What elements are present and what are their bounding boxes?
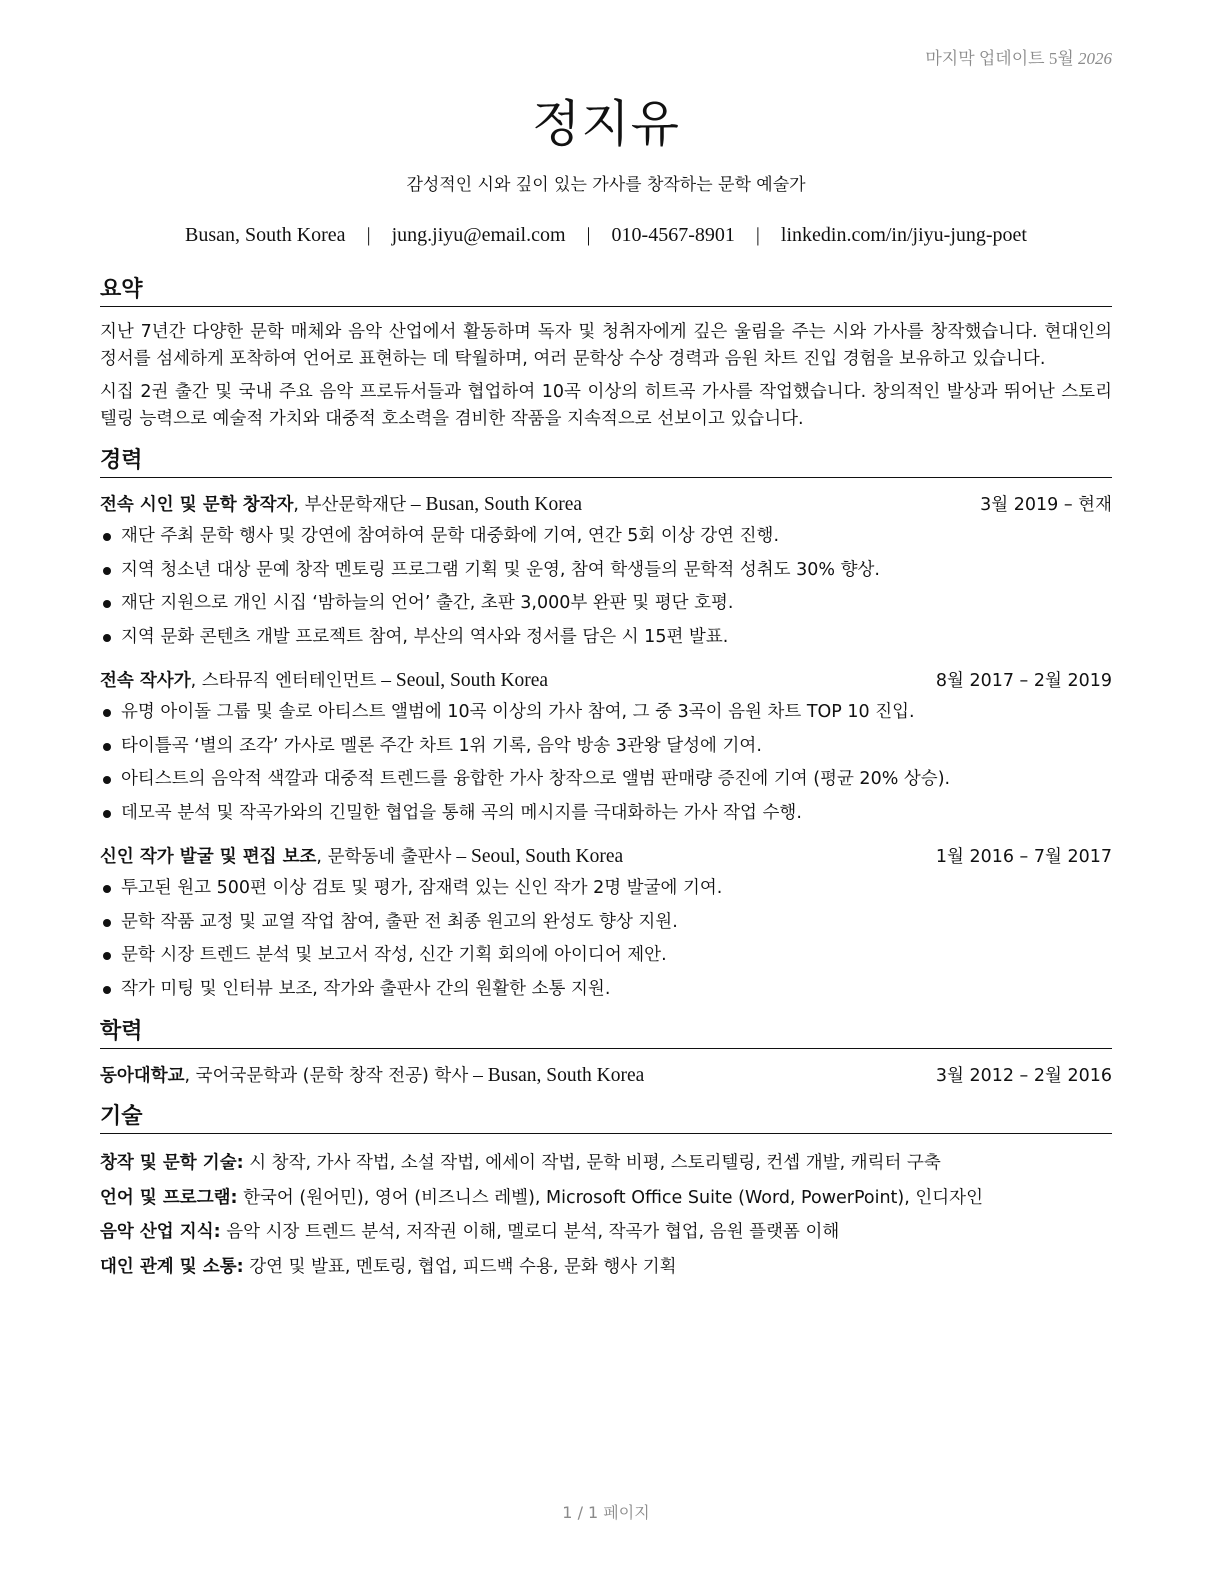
job-location: Seoul, South Korea xyxy=(395,670,549,691)
summary-section xyxy=(100,276,1112,447)
bullet-item xyxy=(100,973,1112,1007)
bullet-text: 지역 문화 콘텐츠 개발 프로젝트 참여, 부산의 역사와 정서를 담은 시 15편 발표. xyxy=(121,626,729,647)
resume-content xyxy=(100,276,1112,1284)
skills-value: 한국어 (원어민), 영어 (비즈니스 레벨), Microsoft Office Suite (Word, PowerPoint), 인디자인 xyxy=(243,1187,983,1208)
candidate-name: 정지유 xyxy=(532,95,680,153)
skills-label: 대인 관계 및 소통: xyxy=(100,1256,244,1277)
job-bullets xyxy=(100,696,1112,830)
bullet-item xyxy=(100,763,1112,797)
skills-value: 강연 및 발표, 멘토링, 협업, 피드백 수용, 문화 행사 기획 xyxy=(249,1256,677,1277)
bullet-dot-icon xyxy=(103,919,111,927)
bullet-item xyxy=(100,554,1112,588)
contact-line xyxy=(100,224,1112,247)
bullet-dot-icon xyxy=(103,986,111,994)
bullet-text: 데모곡 분석 및 작곡가와의 긴밀한 협업을 통해 곡의 메시지를 극대화하는 가사 작업 수행. xyxy=(121,802,802,823)
bullet-text: 투고된 원고 500편 이상 검토 및 평가, 잠재력 있는 신인 작가 2명 발굴에 기여. xyxy=(121,878,723,898)
experience-heading: 경력 xyxy=(100,447,1112,478)
bullet-dot-icon xyxy=(103,776,111,784)
skills-section xyxy=(100,1103,1112,1284)
last-updated-label: 마지막 업데이트 5월 xyxy=(925,49,1074,68)
bullet-item xyxy=(100,696,1112,730)
education-heading: 학력 xyxy=(100,1018,1112,1049)
job-dates: 1월 2016 – 7월 2017 xyxy=(935,847,1112,867)
education-school: 동아대학교 xyxy=(100,1066,185,1086)
bullet-text: 재단 지원으로 개인 시집 ‘밤하늘의 언어’ 출간, 초판 3,000부 완판 및 평단 호평. xyxy=(121,593,734,613)
last-updated-year: 2026 xyxy=(1078,49,1112,68)
job-location: Seoul, South Korea xyxy=(470,846,624,867)
bullet-dot-icon xyxy=(103,743,111,751)
contact-separator: | xyxy=(755,224,760,246)
bullet-text: 작가 미팅 및 인터뷰 보조, 작가와 출판사 간의 원활한 소통 지원. xyxy=(121,978,611,999)
bullet-dot-icon xyxy=(103,533,111,541)
skills-row xyxy=(100,1250,1112,1285)
contact-separator: | xyxy=(586,224,591,246)
job-header: 전속 시인 및 문학 창작자, 부산문학재단 – Busan, South Korea 3월 2019 – 현재 xyxy=(100,490,1112,520)
job-org: 문학동네 출판사 xyxy=(327,847,452,867)
bullet-text: 타이틀곡 ‘별의 조각’ 가사로 멜론 주간 차트 1위 기록, 음악 방송 3관왕 달성에 기여. xyxy=(121,735,762,756)
job-entry xyxy=(100,842,1112,1006)
bullet-dot-icon xyxy=(103,885,111,893)
summary-heading: 요약 xyxy=(100,276,1112,307)
skills-value: 음악 시장 트렌드 분석, 저작권 이해, 멜로디 분석, 작곡가 협업, 음원 플랫폼 이해 xyxy=(226,1222,840,1242)
skills-label: 음악 산업 지식: xyxy=(100,1222,221,1242)
education-section xyxy=(100,1018,1112,1103)
job-org: 스타뮤직 엔터테인먼트 xyxy=(201,671,377,691)
job-role: 전속 작사가 xyxy=(100,671,191,691)
skills-row xyxy=(100,1181,1112,1216)
bullet-item xyxy=(100,797,1112,831)
education-dates: 3월 2012 – 2월 2016 xyxy=(935,1066,1112,1086)
bullet-item xyxy=(100,520,1112,554)
skills-row xyxy=(100,1146,1112,1181)
last-updated xyxy=(925,44,1112,69)
skills-label: 언어 및 프로그램: xyxy=(100,1187,238,1208)
bullet-text: 아티스트의 음악적 색깔과 대중적 트렌드를 융합한 가사 창작으로 앨범 판매량 증진에 기여 (평균 20% 상승). xyxy=(121,769,951,789)
resume-page xyxy=(100,0,1112,1584)
job-dates: 3월 2019 – 현재 xyxy=(980,495,1112,515)
contact-linkedin[interactable]: linkedin.com/in/jiyu-jung-poet xyxy=(780,224,1027,246)
skills-value: 시 창작, 가사 작법, 소설 작법, 에세이 작법, 문학 비평, 스토리텔링, 컨셉 개발, 캐릭터 구축 xyxy=(249,1153,941,1173)
bullet-text: 유명 아이돌 그룹 및 솔로 아티스트 앨범에 10곡 이상의 가사 참여, 그 중 3곡이 음원 차트 TOP 10 진입. xyxy=(121,702,915,722)
job-location: Busan, South Korea xyxy=(425,494,583,515)
summary-paragraph: 지난 7년간 다양한 문학 매체와 음악 산업에서 활동하며 독자 및 청취자에게 깊은 울림을 주는 시와 가사를 창작했습니다. 현대인의 정서를 섬세하게 포착하여 언어로 표현하는 데 탁월하며, 여러 문학상 수상 경력과 음원 차트 진입 경험을 보유하고 있습니다. xyxy=(100,322,1112,369)
job-header: 전속 작사가, 스타뮤직 엔터테인먼트 – Seoul, South Korea 8월 2017 – 2월 2019 xyxy=(100,666,1112,696)
bullet-item xyxy=(100,906,1112,940)
job-role: 전속 시인 및 문학 창작자 xyxy=(100,495,294,515)
summary-paragraph: 시집 2권 출간 및 국내 주요 음악 프로듀서들과 협업하여 10곡 이상의 히트곡 가사를 작업했습니다. 창의적인 발상과 뛰어난 스토리텔링 능력으로 예술적 가치와 대중적 호소력을 겸비한 작품을 지속적으로 선보이고 있습니다. xyxy=(100,382,1112,429)
skills-heading: 기술 xyxy=(100,1103,1112,1134)
bullet-item xyxy=(100,730,1112,764)
bullet-dot-icon xyxy=(103,810,111,818)
education-location: Busan, South Korea xyxy=(487,1065,645,1086)
bullet-dot-icon xyxy=(103,600,111,608)
education-entry: 동아대학교, 국어국문학과 (문학 창작 전공) 학사 – Busan, South Korea 3월 2012 – 2월 2016 xyxy=(100,1061,1112,1091)
bullet-text: 재단 주최 문학 행사 및 강연에 참여하여 문학 대중화에 기여, 연간 5회 이상 강연 진행. xyxy=(121,526,780,546)
contact-location: Busan, South Korea xyxy=(185,224,346,246)
contact-email[interactable]: jung.jiyu@email.com xyxy=(391,224,566,246)
job-bullets xyxy=(100,520,1112,654)
education-degree: 국어국문학과 (문학 창작 전공) 학사 xyxy=(195,1066,469,1086)
bullet-item xyxy=(100,587,1112,621)
bullet-dot-icon xyxy=(103,634,111,642)
job-bullets xyxy=(100,872,1112,1006)
bullet-item xyxy=(100,872,1112,906)
job-dates: 8월 2017 – 2월 2019 xyxy=(935,671,1112,691)
page-number: 1 / 1 페이지 xyxy=(562,1503,650,1522)
bullet-text: 지역 청소년 대상 문예 창작 멘토링 프로그램 기획 및 운영, 참여 학생들의 문학적 성취도 30% 향상. xyxy=(121,559,880,580)
bullet-item xyxy=(100,939,1112,973)
bullet-dot-icon xyxy=(103,709,111,717)
contact-phone: 010-4567-8901 xyxy=(611,224,735,246)
bullet-text: 문학 시장 트렌드 분석 및 보고서 작성, 신간 기획 회의에 아이디어 제안. xyxy=(121,945,667,965)
job-role: 신인 작가 발굴 및 편집 보조 xyxy=(100,847,317,867)
contact-separator: | xyxy=(366,224,371,246)
skills-label: 창작 및 문학 기술: xyxy=(100,1153,244,1173)
job-header: 신인 작가 발굴 및 편집 보조, 문학동네 출판사 – Seoul, South Korea 1월 2016 – 7월 2017 xyxy=(100,842,1112,872)
bullet-text: 문학 작품 교정 및 교열 작업 참여, 출판 전 최종 원고의 완성도 향상 지원. xyxy=(121,911,678,932)
bullet-dot-icon xyxy=(103,567,111,575)
bullet-dot-icon xyxy=(103,952,111,960)
candidate-tagline: 감성적인 시와 깊이 있는 가사를 창작하는 문학 예술가 xyxy=(406,175,806,195)
job-entry xyxy=(100,490,1112,654)
skills-row xyxy=(100,1215,1112,1250)
job-org: 부산문학재단 xyxy=(304,495,406,515)
bullet-item xyxy=(100,621,1112,655)
job-entry xyxy=(100,666,1112,830)
experience-section xyxy=(100,447,1112,1006)
